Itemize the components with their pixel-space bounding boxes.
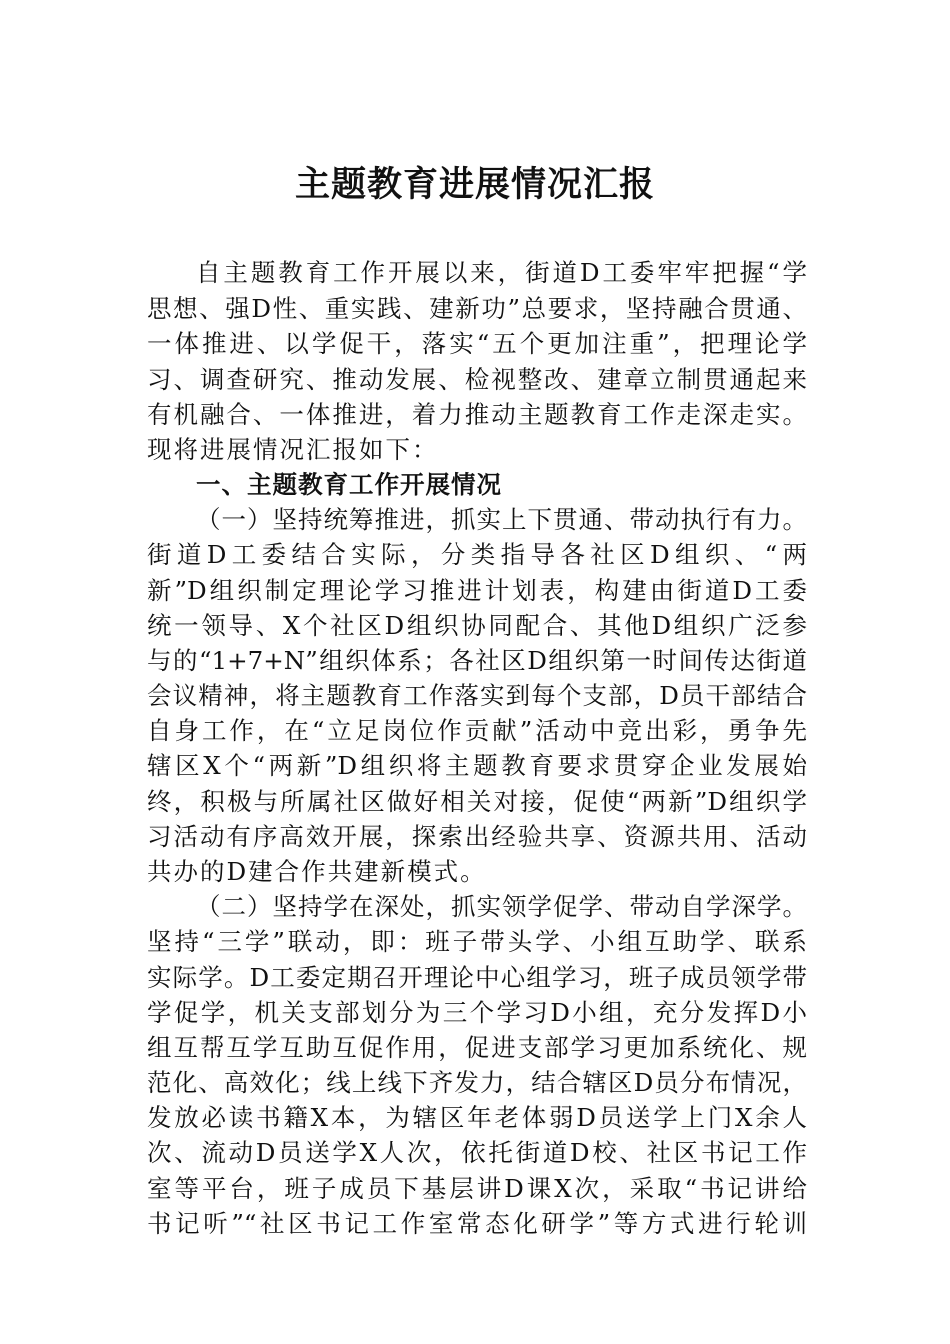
paragraph-line: 学促学，机关支部划分为三个学习D小组，充分发挥D小 — [147, 998, 807, 1027]
paragraph-line: 组互帮互学互助互促作用，促进支部学习更加系统化、规 — [147, 1033, 807, 1062]
section-heading: 一、主题教育工作开展情况 — [196, 470, 502, 499]
paragraph-line: （二）坚持学在深处，抓实领学促学、带动自学深学。 — [196, 892, 807, 921]
paragraph-line: 街道D工委结合实际，分类指导各社区D组织、“两 — [147, 540, 807, 569]
paragraph-line: 现将进展情况汇报如下： — [147, 435, 439, 464]
paragraph-line: 辖区X个“两新”D组织将主题教育要求贯穿企业发展始 — [147, 751, 807, 780]
paragraph-line: 室等平台，班子成员下基层讲D课X次，采取“书记讲给 — [147, 1174, 807, 1203]
paragraph-line: 书记听”“社区书记工作室常态化研学”等方式进行轮训 — [147, 1209, 807, 1238]
paragraph-line: 自身工作，在“立足岗位作贡献”活动中竞出彩，勇争先 — [147, 716, 807, 745]
page-title: 主题教育进展情况汇报 — [294, 164, 655, 205]
paragraph-line: 自主题教育工作开展以来，街道D工委牢牢把握“学 — [196, 258, 807, 287]
paragraph-line: 新”D组织制定理论学习推进计划表，构建由街道D工委 — [147, 576, 807, 605]
paragraph-line: 发放必读书籍X本，为辖区年老体弱D员送学上门X余人 — [147, 1103, 807, 1132]
paragraph-line: 习、调查研究、推动发展、检视整改、建章立制贯通起来 — [147, 365, 807, 394]
paragraph-line: 范化、高效化；线上线下齐发力，结合辖区D员分布情况， — [147, 1068, 807, 1097]
paragraph-line: 共办的D建合作共建新模式。 — [147, 857, 487, 886]
paragraph-line: 会议精神，将主题教育工作落实到每个支部，D员干部结合 — [147, 681, 807, 710]
paragraph-line: 实际学。D工委定期召开理论中心组学习，班子成员领学带 — [147, 963, 807, 992]
paragraph-line: 终，积极与所属社区做好相关对接，促使“两新”D组织学 — [147, 787, 807, 816]
paragraph-line: （一）坚持统筹推进，抓实上下贯通、带动执行有力。 — [196, 505, 807, 534]
paragraph-line: 统一领导、X个社区D组织协同配合、其他D组织广泛参 — [147, 611, 807, 640]
paragraph-line: 次、流动D员送学X人次，依托街道D校、社区书记工作 — [147, 1138, 807, 1167]
paragraph-line: 与的“1+7+N”组织体系；各社区D组织第一时间传达街道 — [147, 646, 807, 675]
paragraph-line: 一体推进、以学促干，落实“五个更加注重”，把理论学 — [147, 329, 807, 358]
paragraph-line: 习活动有序高效开展，探索出经验共享、资源共用、活动 — [147, 822, 807, 851]
paragraph-line: 思想、强D性、重实践、建新功”总要求，坚持融合贯通、 — [147, 294, 807, 323]
paragraph-line: 有机融合、一体推进，着力推动主题教育工作走深走实。 — [147, 400, 807, 429]
paragraph-line: 坚持“三学”联动，即：班子带头学、小组互助学、联系 — [147, 927, 807, 956]
